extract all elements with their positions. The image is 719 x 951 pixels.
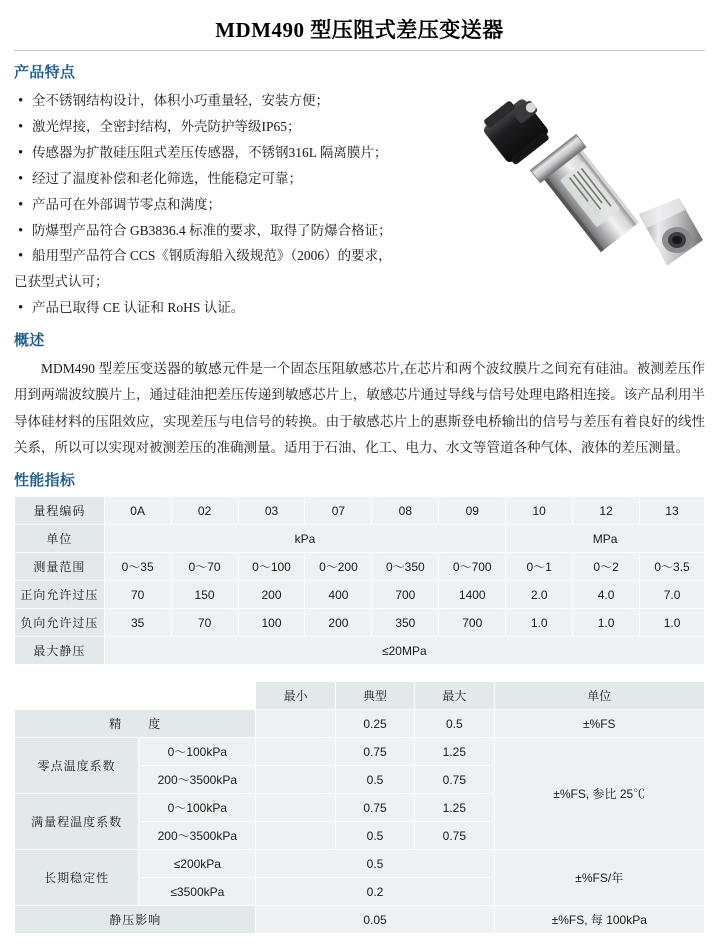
cell: 0～100	[238, 553, 305, 581]
cell: 70	[171, 609, 238, 637]
cell: 1.25	[415, 738, 494, 766]
cell: 0.25	[335, 710, 414, 738]
table-row	[15, 525, 705, 553]
row-label: 负向允许过压	[15, 609, 105, 637]
cell: 2.0	[506, 581, 573, 609]
cell: 07	[305, 497, 372, 525]
cell: ≤20MPa	[104, 637, 704, 665]
cell	[256, 766, 335, 794]
cell: 1.0	[640, 609, 705, 637]
feature-text: 全不锈钢结构设计，体积小巧重量轻，安装方便；	[32, 93, 329, 108]
cell: ±%FS	[494, 710, 704, 738]
feature-text: 传感器为扩散硅压阻式差压传感器，不锈钢316L 隔离膜片；	[32, 144, 388, 160]
table-row	[15, 581, 705, 609]
cell: 400	[305, 581, 372, 609]
column-header: 单位	[494, 682, 704, 710]
row-label: 长期稳定性	[15, 850, 139, 906]
title-divider	[14, 50, 705, 51]
cell: 0.75	[335, 794, 414, 822]
cell-empty	[139, 682, 256, 710]
cell: 0.5	[256, 850, 494, 878]
cell	[256, 794, 335, 822]
cell: 13	[640, 497, 705, 525]
cell: 1400	[439, 581, 506, 609]
table-row	[15, 637, 705, 665]
table-row	[15, 738, 705, 766]
feature-text: 产品已取得 CE 认证和 RoHS 认证。	[32, 300, 245, 316]
row-label: 满量程温度系数	[15, 794, 139, 850]
cell: 0～100kPa	[139, 794, 256, 822]
row-label: 精 度	[15, 710, 256, 738]
row-label: 正向允许过压	[15, 581, 105, 609]
cell: 200～3500kPa	[139, 766, 256, 794]
cell: kPa	[104, 525, 506, 553]
column-header: 典型	[335, 682, 414, 710]
row-label: 量程编码	[15, 497, 105, 525]
cell: 0.75	[415, 766, 494, 794]
cell: 200～3500kPa	[139, 822, 256, 850]
table-row	[15, 553, 705, 581]
section-heading-overview: 概述	[14, 333, 45, 350]
cell: MPa	[506, 525, 705, 553]
cell: 200	[238, 581, 305, 609]
cell: 0.5	[415, 710, 494, 738]
cell: 10	[506, 497, 573, 525]
cell: 0～2	[573, 553, 640, 581]
feature-text: 船用型产品符合 CCS《钢质海船入级规范》（2006）的要求，	[32, 248, 392, 264]
cell: 35	[104, 609, 171, 637]
accuracy-table	[14, 681, 705, 934]
cell: 700	[439, 609, 506, 637]
row-label: 测量范围	[15, 553, 105, 581]
cell: 0.5	[335, 766, 414, 794]
list-item	[14, 295, 705, 321]
cell: 7.0	[640, 581, 705, 609]
cell: 1.0	[506, 609, 573, 637]
cell: 0.75	[415, 822, 494, 850]
cell: 03	[238, 497, 305, 525]
row-label: 最大静压	[15, 637, 105, 665]
cell: 0～200	[305, 553, 372, 581]
cell	[256, 822, 335, 850]
cell: 150	[171, 581, 238, 609]
cell: ±%FS, 参比 25℃	[494, 738, 704, 850]
feature-text: 经过了温度补偿和老化筛选，性能稳定可靠；	[32, 170, 302, 186]
cell: ±%FS, 每 100kPa	[494, 906, 704, 934]
cell: 0.2	[256, 878, 494, 906]
feature-text: 产品可在外部调节零点和满度；	[32, 196, 221, 212]
table-row	[15, 497, 705, 525]
cell: 0～700	[439, 553, 506, 581]
cell: 0～1	[506, 553, 573, 581]
cell: 0.75	[335, 738, 414, 766]
section-heading-specs: 性能指标	[14, 473, 76, 490]
row-label: 静压影响	[15, 906, 256, 934]
cell: 0.5	[335, 822, 414, 850]
cell: 0～35	[104, 553, 171, 581]
cell	[256, 710, 335, 738]
cell: 100	[238, 609, 305, 637]
overview-paragraph: MDM490 型差压变送器的敏感元件是一个固态压阻敏感芯片,在芯片和两个波纹膜片之间充有硅油。被测差压作用到两端波纹膜片上，通过硅油把差压传递到敏感芯片上，敏感芯片通过导线与信号处理电路相连接。该产品利用半导体硅材料的压阻效应，实现差压与电信号的转换。由于敏感芯片上的惠斯登电桥输出的信号与差压有着良好的线性关系，所以可以实现对被测差压的准确测量。适用于石油、化工、电力、水文等管道各种气体、液体的差压测量。	[14, 361, 705, 456]
cell-empty	[15, 682, 139, 710]
table-row	[15, 682, 705, 710]
cell: 4.0	[573, 581, 640, 609]
feature-text: 已获型式认可；	[14, 274, 109, 290]
row-label: 单位	[15, 525, 105, 553]
page-title: MDM490 型压阻式差压变送器	[215, 18, 504, 42]
cell: 1.25	[415, 794, 494, 822]
table-row	[15, 906, 705, 934]
cell: 08	[372, 497, 439, 525]
cell: 02	[171, 497, 238, 525]
cell: 12	[573, 497, 640, 525]
cell: 0～100kPa	[139, 738, 256, 766]
cell: ±%FS/年	[494, 850, 704, 906]
cell: 0A	[104, 497, 171, 525]
section-heading-features: 产品特点	[14, 65, 76, 81]
feature-text: 防爆型产品符合 GB3836.4 标准的要求，取得了防爆合格证；	[32, 222, 392, 238]
table-row	[15, 850, 705, 878]
feature-text: 激光焊接，全密封结构，外壳防护等级IP65；	[32, 118, 301, 134]
range-table	[14, 496, 705, 665]
cell: 700	[372, 581, 439, 609]
cell	[256, 738, 335, 766]
cell: 09	[439, 497, 506, 525]
features-section	[14, 88, 705, 321]
cell: 0.05	[256, 906, 494, 934]
cell: ≤200kPa	[139, 850, 256, 878]
table-row	[15, 710, 705, 738]
cell: 200	[305, 609, 372, 637]
cell: 0～350	[372, 553, 439, 581]
column-header: 最小	[256, 682, 335, 710]
cell: 1.0	[573, 609, 640, 637]
cell: 0～3.5	[640, 553, 705, 581]
cell: 0～70	[171, 553, 238, 581]
cell: 70	[104, 581, 171, 609]
cell: 350	[372, 609, 439, 637]
column-header: 最大	[415, 682, 494, 710]
product-photo	[471, 90, 703, 280]
row-label: 零点温度系数	[15, 738, 139, 794]
cell: ≤3500kPa	[139, 878, 256, 906]
table-row	[15, 609, 705, 637]
